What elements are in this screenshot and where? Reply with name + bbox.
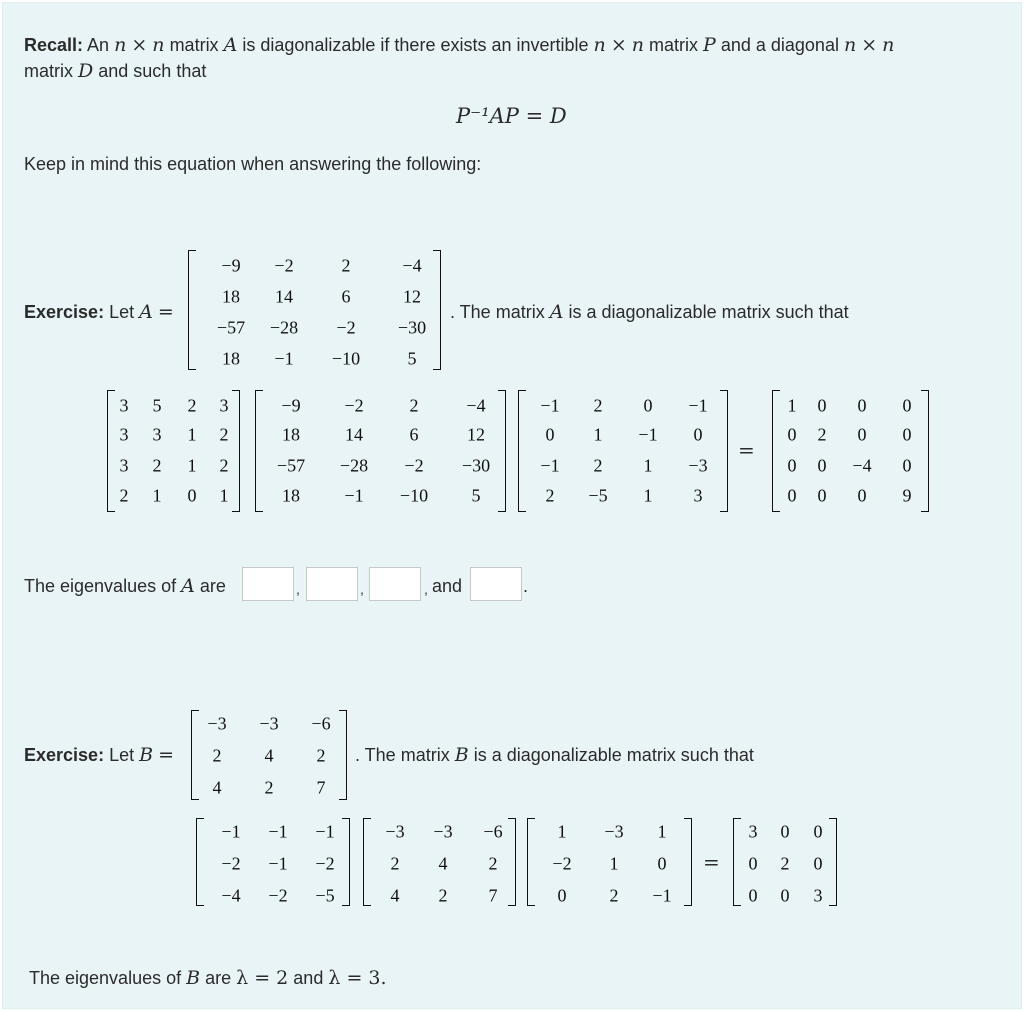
period: . [523, 576, 529, 596]
equals-sign: = [158, 744, 175, 766]
matrix-entry: 0 [902, 424, 912, 445]
matrix-entry: −1 [638, 424, 658, 445]
math-P: P [703, 34, 716, 56]
matrix-A-P-inverse [107, 390, 240, 512]
matrix-entry: 2 [817, 424, 827, 445]
matrix-entry: −3 [259, 713, 279, 734]
matrix-entry: 4 [390, 885, 400, 906]
matrix-entry: −1 [652, 885, 672, 906]
matrix-entry: 0 [545, 424, 555, 445]
math-times: × [131, 34, 148, 56]
matrix-entry: 2 [119, 485, 129, 506]
matrix-entry: −3 [385, 821, 405, 842]
matrix-entry: 0 [857, 395, 867, 416]
matrix-entry: −3 [433, 821, 453, 842]
matrix-entry: −10 [331, 348, 361, 369]
math-A: A [223, 34, 238, 56]
matrix-entry: 0 [187, 485, 197, 506]
matrix-entry: −30 [461, 455, 491, 476]
diagonalization-equation: P⁻¹AP = D [456, 104, 567, 128]
math-A: A [181, 575, 195, 597]
matrix-entry: −2 [315, 853, 335, 874]
matrix-entry: 2 [212, 745, 222, 766]
eigenvalue-input-3[interactable] [369, 567, 421, 601]
matrix-entry: 1 [787, 395, 797, 416]
matrix-entry: 2 [219, 424, 229, 445]
matrix-B-P-inverse [196, 818, 350, 906]
matrix-entry: 1 [219, 485, 229, 506]
recall-text: and such that [98, 61, 207, 81]
math-B: B [139, 744, 154, 766]
matrix-entry: −30 [397, 317, 427, 338]
recall-line-1 [24, 34, 894, 56]
matrix-B-D [733, 818, 837, 906]
matrix-entry: 0 [748, 853, 758, 874]
matrix-entry: 4 [212, 777, 222, 798]
matrix-entry: 0 [787, 424, 797, 445]
matrix-entry: 3 [119, 455, 129, 476]
exercise-label: Exercise: [24, 745, 105, 765]
matrix-entry: −2 [274, 255, 294, 276]
math-A: A [139, 301, 153, 323]
matrix-entry: 3 [219, 395, 229, 416]
matrix-entry: 2 [593, 395, 603, 416]
matrix-entry: −4 [221, 885, 241, 906]
matrix-entry: 0 [780, 821, 790, 842]
exercise-b-suffix [355, 744, 754, 766]
matrix-entry: 2 [187, 395, 197, 416]
matrix-entry: 7 [488, 885, 498, 906]
suffix-text: is a diagonalizable matrix such that [473, 745, 754, 765]
matrix-entry: 3 [152, 424, 162, 445]
let-text: Let [109, 745, 135, 765]
matrix-entry: 0 [643, 395, 653, 416]
eigen-text: The eigenvalues of [24, 576, 177, 596]
matrix-entry: 2 [316, 745, 326, 766]
matrix-entry: 9 [902, 485, 912, 506]
equals-sign: = [738, 438, 755, 462]
matrix-entry: −4 [852, 455, 872, 476]
eigenvalues-a-prompt [24, 575, 226, 597]
matrix-entry: −10 [399, 485, 429, 506]
lambda-equation: λ = 2 [236, 967, 289, 989]
matrix-entry: 2 [593, 455, 603, 476]
matrix-entry: −1 [540, 395, 560, 416]
matrix-entry: −5 [588, 485, 608, 506]
matrix-entry: −4 [402, 255, 422, 276]
matrix-entry: 0 [813, 821, 823, 842]
matrix-entry: 12 [403, 286, 421, 307]
suffix-text: . The matrix [450, 302, 545, 322]
matrix-entry: 2 [409, 395, 419, 416]
math-n: n [843, 34, 857, 56]
matrix-entry: 5 [407, 348, 417, 369]
matrix-entry: −28 [339, 455, 369, 476]
matrix-entry: 1 [557, 821, 567, 842]
matrix-entry: 2 [341, 255, 351, 276]
matrix-entry: 12 [467, 424, 485, 445]
matrix-entry: 0 [780, 885, 790, 906]
matrix-entry: 18 [282, 424, 300, 445]
matrix-B-P [527, 818, 692, 906]
matrix-entry: −28 [269, 317, 299, 338]
math-times: × [610, 34, 627, 56]
matrix-entry: −6 [311, 713, 331, 734]
math-B: B [454, 744, 469, 766]
matrix-entry: −6 [483, 821, 503, 842]
matrix-entry: 3 [813, 885, 823, 906]
matrix-entry: 6 [341, 286, 351, 307]
recall-text: is diagonalizable if there exists an invertible [242, 35, 589, 55]
matrix-B [191, 710, 347, 800]
matrix-entry: 2 [219, 455, 229, 476]
recall-line-2 [24, 60, 206, 82]
matrix-B-repeat [363, 818, 516, 906]
matrix-entry: 0 [817, 395, 827, 416]
let-text: Let [109, 302, 135, 322]
matrix-entry: 0 [557, 885, 567, 906]
matrix-entry: 14 [275, 286, 293, 307]
recall-text: and a diagonal [720, 35, 839, 55]
matrix-entry: 0 [787, 455, 797, 476]
matrix-entry: −1 [688, 395, 708, 416]
matrix-A-P [518, 390, 728, 512]
suffix-text: is a diagonalizable matrix such that [568, 302, 849, 322]
matrix-entry: 1 [643, 455, 653, 476]
matrix-entry: 1 [152, 485, 162, 506]
exercise-a-prompt [24, 301, 174, 323]
matrix-A-repeat [255, 390, 506, 512]
matrix-entry: 5 [152, 395, 162, 416]
and-text: and [432, 576, 463, 596]
math-n: n [114, 34, 127, 56]
matrix-entry: −3 [207, 713, 227, 734]
eigenvalue-input-2[interactable] [306, 567, 358, 601]
equals-sign: = [157, 301, 174, 323]
eigen-text: The eigenvalues of [29, 968, 182, 988]
matrix-entry: 18 [222, 348, 240, 369]
exercise-b-prompt [24, 744, 174, 766]
matrix-entry: 0 [902, 455, 912, 476]
matrix-entry: −9 [281, 395, 301, 416]
math-B: B [186, 967, 201, 989]
matrix-entry: 1 [609, 853, 619, 874]
comma: , [296, 581, 300, 597]
matrix-entry: 4 [264, 745, 274, 766]
matrix-entry: −2 [552, 853, 572, 874]
recall-text: matrix [169, 35, 219, 55]
matrix-entry: 1 [657, 821, 667, 842]
matrix-entry: −3 [604, 821, 624, 842]
exercise-a-suffix [450, 301, 849, 323]
matrix-entry: 2 [545, 485, 555, 506]
matrix-entry: −2 [336, 317, 356, 338]
matrix-entry: −2 [344, 395, 364, 416]
matrix-entry: −57 [216, 317, 246, 338]
eigen-text: are [199, 576, 226, 596]
matrix-entry: 3 [748, 821, 758, 842]
matrix-entry: −2 [404, 455, 424, 476]
lambda-equation: λ = 3. [328, 967, 387, 989]
matrix-entry: 2 [390, 853, 400, 874]
matrix-entry: 2 [438, 885, 448, 906]
matrix-entry: 2 [152, 455, 162, 476]
matrix-entry: 0 [813, 853, 823, 874]
matrix-entry: 0 [857, 424, 867, 445]
suffix-text: . The matrix [355, 745, 450, 765]
matrix-entry: −5 [315, 885, 335, 906]
eigenvalue-input-4[interactable] [470, 567, 522, 601]
matrix-entry: −2 [221, 853, 241, 874]
matrix-entry: 0 [902, 395, 912, 416]
matrix-entry: −1 [315, 821, 335, 842]
math-times: × [861, 34, 878, 56]
comma: , [424, 581, 428, 597]
and-text: and [293, 968, 324, 988]
matrix-entry: −4 [466, 395, 486, 416]
matrix-A-D [772, 390, 929, 512]
recall-label: Recall: [24, 35, 84, 55]
recall-text: An [87, 35, 110, 55]
matrix-entry: −2 [268, 885, 288, 906]
math-A: A [549, 301, 564, 323]
matrix-entry: 0 [817, 485, 827, 506]
matrix-entry: 2 [780, 853, 790, 874]
matrix-A [188, 250, 441, 370]
matrix-entry: −57 [276, 455, 306, 476]
math-n: n [882, 34, 895, 56]
matrix-entry: 14 [345, 424, 363, 445]
matrix-entry: −1 [268, 821, 288, 842]
matrix-entry: −1 [344, 485, 364, 506]
matrix-entry: 3 [119, 424, 129, 445]
matrix-entry: 0 [657, 853, 667, 874]
matrix-entry: 1 [187, 424, 197, 445]
matrix-entry: 2 [264, 777, 274, 798]
math-n: n [593, 34, 606, 56]
matrix-entry: −1 [274, 348, 294, 369]
matrix-entry: 2 [488, 853, 498, 874]
eigenvalue-input-1[interactable] [242, 567, 294, 601]
matrix-entry: 1 [593, 424, 603, 445]
matrix-entry: 5 [471, 485, 481, 506]
recall-text: matrix [24, 61, 73, 81]
matrix-entry: 0 [857, 485, 867, 506]
matrix-entry: 0 [817, 455, 827, 476]
matrix-entry: 0 [787, 485, 797, 506]
matrix-entry: 3 [693, 485, 703, 506]
recall-text: matrix [649, 35, 699, 55]
matrix-entry: −1 [221, 821, 241, 842]
equals-sign: = [703, 850, 720, 874]
matrix-entry: −1 [268, 853, 288, 874]
keep-in-mind-text: Keep in mind this equation when answering the following: [24, 154, 482, 174]
eigenvalues-b-text [29, 967, 387, 989]
matrix-entry: 3 [119, 395, 129, 416]
math-n: n [152, 34, 165, 56]
matrix-entry: −1 [540, 455, 560, 476]
math-D: D [78, 60, 94, 82]
math-n: n [631, 34, 644, 56]
matrix-entry: 1 [643, 485, 653, 506]
matrix-entry: 7 [316, 777, 326, 798]
matrix-entry: 0 [693, 424, 703, 445]
matrix-entry: 0 [748, 885, 758, 906]
matrix-entry: 18 [282, 485, 300, 506]
matrix-entry: −9 [221, 255, 241, 276]
comma: , [360, 581, 364, 597]
eigen-text: are [205, 968, 232, 988]
matrix-entry: 18 [222, 286, 240, 307]
matrix-entry: 1 [187, 455, 197, 476]
matrix-entry: 2 [609, 885, 619, 906]
exercise-label: Exercise: [24, 302, 105, 322]
matrix-entry: 6 [409, 424, 419, 445]
matrix-entry: 4 [438, 853, 448, 874]
matrix-entry: −3 [688, 455, 708, 476]
